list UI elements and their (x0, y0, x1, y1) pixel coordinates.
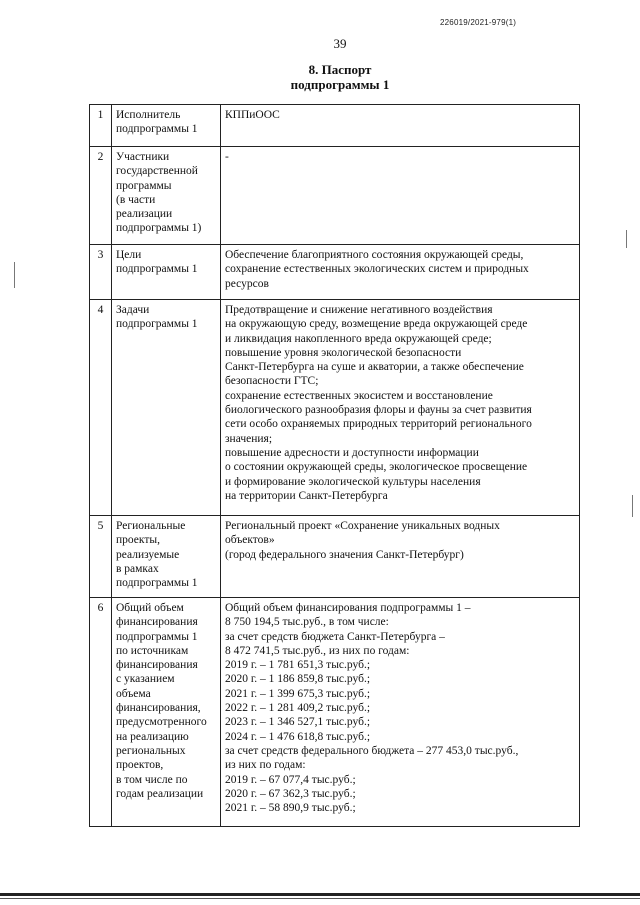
value-line: на территории Санкт-Петербурга (225, 489, 388, 502)
row-number: 5 (90, 516, 112, 598)
document-number: 226019/2021-979(1) (440, 18, 517, 27)
label-line: подпрограммы 1) (116, 222, 202, 235)
value-line: повышение уровня экологической безопасности (225, 346, 462, 359)
label-line: по источникам (116, 644, 189, 657)
label-line: реализации (116, 208, 173, 221)
row-label (112, 245, 221, 300)
table-row (90, 105, 580, 147)
value-line: 2024 г. – 1 476 618,8 тыс.руб.; (225, 730, 371, 743)
value-line: сети особо охраняемых природных территорий регионального (225, 418, 532, 431)
label-line: на реализацию (116, 730, 189, 743)
row-number: 4 (90, 300, 112, 516)
value-line: безопасности ГТС; (225, 375, 319, 388)
label-line: подпрограммы 1 (116, 577, 198, 590)
row-number: 3 (90, 245, 112, 300)
table-row (90, 516, 580, 598)
value-line: сохранение естественных экосистем и восстановление (225, 389, 493, 402)
label-line: программы (116, 179, 172, 192)
label-line: годам реализации (116, 787, 204, 800)
value-line: значения; (225, 432, 273, 445)
value-line: 2022 г. – 1 281 409,2 тыс.руб.; (225, 702, 371, 715)
scan-artifact (626, 230, 627, 248)
label-line: проектов, (116, 759, 164, 772)
row-number: 2 (90, 147, 112, 245)
value-line: Санкт-Петербурга на суше и акватории, а также обеспечение (225, 361, 524, 374)
label-line: подпрограммы 1 (116, 630, 198, 643)
passport-table (89, 104, 580, 827)
label-line: региональных (116, 744, 186, 757)
row-value (221, 147, 580, 245)
label-line: предусмотренного (116, 716, 207, 729)
row-number: 1 (90, 105, 112, 147)
label-line: подпрограммы 1 (116, 263, 198, 276)
label-line: в рамках (116, 562, 159, 575)
value-line: 2019 г. – 1 781 651,3 тыс.руб.; (225, 659, 371, 672)
section-title (0, 62, 640, 92)
label-line: подпрограммы 1 (116, 318, 198, 331)
passport-table-body (90, 105, 580, 827)
value-line: 2020 г. – 1 186 859,8 тыс.руб.; (225, 673, 371, 686)
row-label (112, 516, 221, 598)
label-line: финансирования, (116, 702, 201, 715)
value-line: Региональный проект «Сохранение уникальных водных (225, 520, 500, 532)
value-line: объектов» (225, 534, 275, 547)
value-line: 2019 г. – 67 077,4 тыс.руб.; (225, 773, 356, 786)
value-line: Предотвращение и снижение негативного воздействия (225, 304, 493, 316)
label-line: финансирования (116, 659, 198, 672)
scan-artifact (14, 262, 15, 288)
value-line: 8 472 741,5 тыс.руб., из них по годам: (225, 644, 410, 657)
label-line: Участники (116, 151, 170, 163)
row-label (112, 300, 221, 516)
scan-bottom-edge-thin (0, 898, 640, 899)
label-line: Исполнитель (116, 109, 181, 121)
value-line: 2021 г. – 58 890,9 тыс.руб.; (225, 802, 356, 815)
value-line: из них по годам: (225, 759, 306, 772)
value-line: Обеспечение благоприятного состояния окружающей среды, (225, 249, 524, 261)
table-row (90, 147, 580, 245)
value-line: 2023 г. – 1 346 527,1 тыс.руб.; (225, 716, 371, 729)
section-title-line-1: 8. Паспорт (308, 62, 372, 77)
page-number: 39 (333, 36, 347, 51)
label-line: финансирования (116, 616, 198, 629)
label-line: с указанием (116, 673, 175, 686)
label-line: подпрограммы 1 (116, 123, 198, 136)
section-title-line-2: подпрограммы 1 (290, 77, 390, 92)
value-line: Общий объем финансирования подпрограммы 1 – (225, 602, 471, 614)
label-line: Задачи (116, 304, 150, 316)
value-line: КППиООС (225, 109, 280, 121)
value-line: 2021 г. – 1 399 675,3 тыс.руб.; (225, 687, 371, 700)
scan-artifact (632, 495, 633, 517)
label-line: Цели (116, 249, 142, 261)
label-line: Региональные (116, 520, 186, 532)
value-line: 2020 г. – 67 362,3 тыс.руб.; (225, 787, 356, 800)
value-line: биологического разнообразия флоры и фауны за счет развития (225, 404, 532, 417)
value-line: ресурсов (225, 277, 269, 290)
row-value (221, 105, 580, 147)
value-line: о состоянии окружающей среды, экологическое просвещение (225, 461, 528, 474)
value-line: на окружающую среду, возмещение вреда окружающей среде (225, 318, 528, 331)
row-value (221, 245, 580, 300)
value-line: повышение адресности и доступности информации (225, 446, 479, 459)
value-line: и ликвидация накопленного вреда окружающей среде; (225, 332, 492, 345)
value-line: и формирование экологической культуры населения (225, 475, 481, 488)
table-row (90, 300, 580, 516)
scan-bottom-edge (0, 893, 640, 896)
value-line: - (225, 151, 229, 163)
row-value (221, 516, 580, 598)
row-value (221, 300, 580, 516)
value-line: сохранение естественных экологических систем и природных (225, 263, 529, 276)
label-line: Общий объем (116, 602, 184, 614)
value-line: 8 750 194,5 тыс.руб., в том числе: (225, 616, 389, 629)
row-label (112, 147, 221, 245)
row-number: 6 (90, 598, 112, 827)
label-line: (в части (116, 193, 156, 206)
row-value (221, 598, 580, 827)
label-line: проекты, (116, 534, 160, 547)
row-label (112, 598, 221, 827)
label-line: в том числе по (116, 773, 188, 786)
row-label (112, 105, 221, 147)
value-line: за счет средств бюджета Санкт-Петербурга – (225, 630, 445, 643)
label-line: объема (116, 687, 151, 700)
table-row (90, 245, 580, 300)
value-line: (город федерального значения Санкт-Петербург) (225, 548, 464, 561)
value-line: за счет средств федерального бюджета – 277 453,0 тыс.руб., (225, 744, 519, 757)
label-line: государственной (116, 165, 198, 178)
label-line: реализуемые (116, 548, 180, 561)
table-row (90, 598, 580, 827)
